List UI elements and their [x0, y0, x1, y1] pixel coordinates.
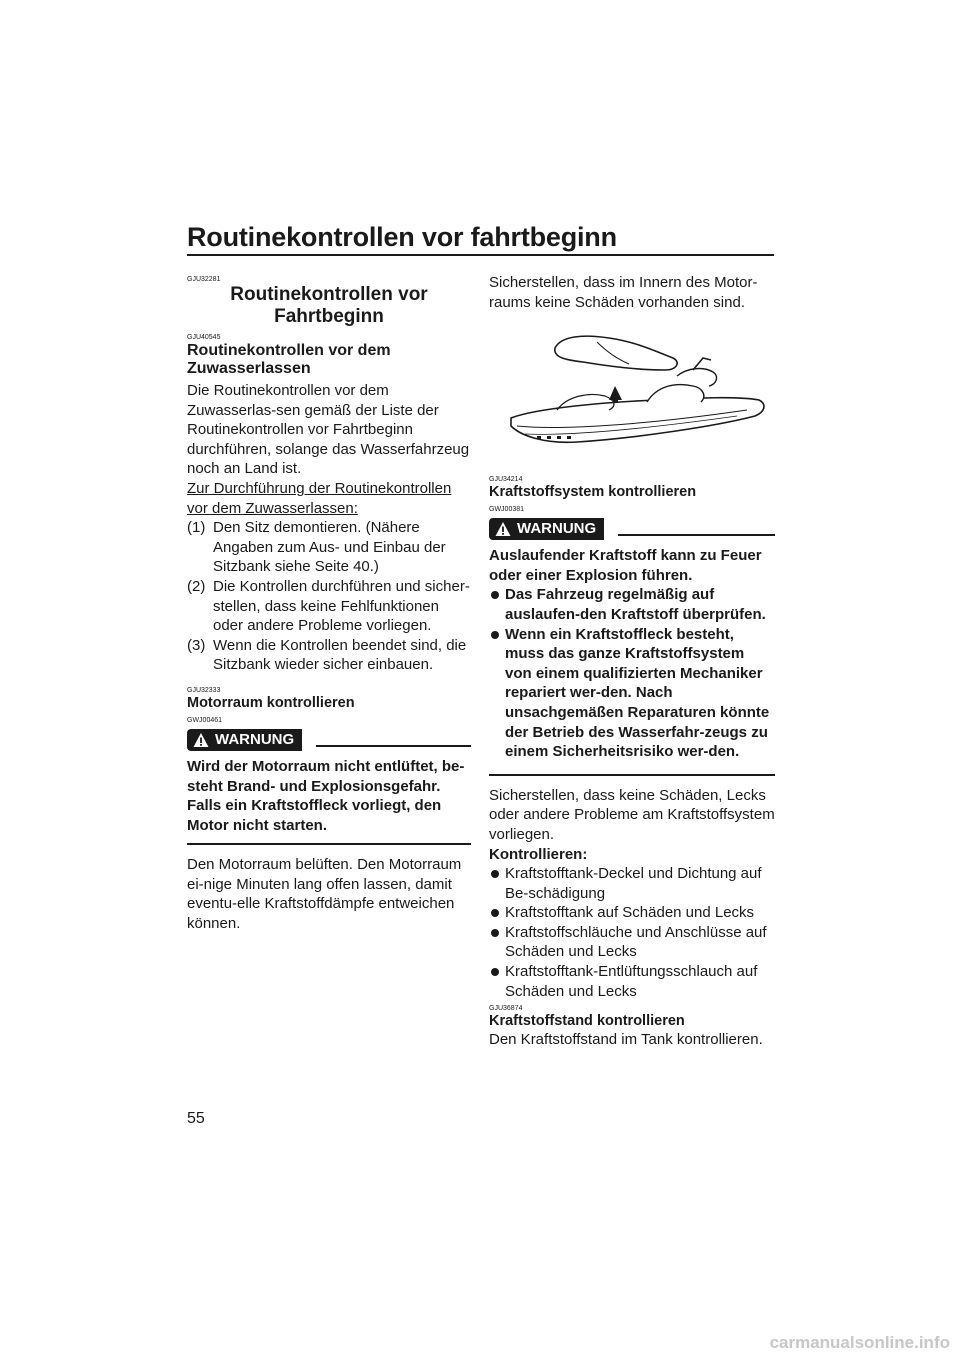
- step-text: Den Sitz demontieren. (Nähere Angaben zum Aus- und Einbau der Sitzbank siehe Seite 40.): [213, 519, 446, 576]
- watermark-link[interactable]: carmanualsonline.info: [769, 1333, 950, 1352]
- section-code: GJU40545: [187, 334, 221, 341]
- section-intro-text: Die Routinekontrollen vor dem Zuwasserlas-sen gemäß der Liste der Routinekontrollen vor Fahrtbeginn durchführen, solange das Wasserfahrzeug noch an Land ist.: [187, 382, 470, 478]
- procedure-step: [187, 577, 471, 636]
- step-text: Wenn die Kontrollen beendet sind, die Sitzbank wieder sicher einbauen.: [213, 636, 467, 674]
- warning-triangle-icon: [193, 732, 209, 748]
- warning-code: GWJ00461: [187, 716, 223, 724]
- warning-header: [489, 518, 775, 540]
- check-item: [489, 864, 775, 903]
- step-text: Die Kontrollen durchführen und sicher-stellen, dass keine Fehlfunktionen oder andere Probleme vorliegen.: [213, 577, 470, 635]
- chapter-title: [187, 284, 471, 328]
- page-number: 55: [187, 1110, 205, 1127]
- check-label: Kontrollieren:: [489, 845, 588, 863]
- section-code: GJU36874: [489, 1005, 523, 1013]
- bullet-icon: [491, 631, 499, 639]
- bullet-icon: [491, 909, 499, 917]
- check-item-text: Kraftstofftank-Entlüftungsschlauch auf Schäden und Lecks: [505, 963, 758, 1000]
- procedure-heading: Zur Durchführung der Routinekontrollen vor dem Zuwasserlassen:: [187, 479, 452, 517]
- watercraft-seat-removal-illustration: [497, 330, 769, 460]
- chapter-title-line1: Routinekontrollen vor: [230, 284, 428, 305]
- check-item-text: Kraftstofftank-Deckel und Dichtung auf Be-schädigung: [505, 865, 762, 902]
- warning-code: GWJ00381: [489, 506, 525, 514]
- check-item-text: Kraftstoffschläuche und Anschlüsse auf Schäden und Lecks: [505, 923, 767, 961]
- warning-label: WARNUNG: [517, 520, 597, 538]
- bullet-icon: [491, 870, 499, 878]
- check-item: [489, 923, 775, 962]
- warning-text: Wird der Motorraum nicht entlüftet, be-steht Brand- und Explosionsgefahr. Falls ein Kraftstoffleck vorliegt, den Motor nicht starten.: [187, 757, 465, 834]
- warning-bullet-list: [489, 585, 775, 761]
- check-list: [489, 864, 775, 1001]
- warning-badge: [489, 518, 604, 540]
- warning-rule: [618, 534, 775, 536]
- chapter-code: GJU32281: [187, 276, 221, 283]
- header-rule: [187, 254, 774, 256]
- section-code: GJU32333: [187, 686, 221, 694]
- procedure-step: [187, 636, 471, 675]
- engine-compartment-text: Sicherstellen, dass im Innern des Motor-raums keine Schäden vorhanden sind.: [489, 274, 758, 311]
- bullet-icon: [491, 968, 499, 976]
- warning-header: [187, 729, 471, 751]
- fuel-level-text: Den Kraftstoffstand im Tank kontrollieren.: [489, 1031, 763, 1049]
- warning-rule: [316, 745, 471, 747]
- section-title-kraftstoffsystem: Kraftstoffsystem kontrollieren: [489, 484, 697, 501]
- section-title-line2: Zuwasserlassen: [187, 360, 311, 377]
- section-title-kraftstoffstand: Kraftstoffstand kontrollieren: [489, 1013, 685, 1030]
- bullet-text: Wenn ein Kraftstoffleck besteht, muss das ganze Kraftstoffsystem von einem qualifizierten Mechaniker repariert wer-den. Nach unsachgemäßen Reparaturen könnte der Betrieb des Wasserfahr-zeugs zu einem Sicherheitsrisiko wer-den.: [505, 625, 770, 761]
- chapter-title-line2: Fahrtbeginn: [274, 306, 384, 327]
- left-column: [187, 276, 471, 934]
- right-column: [489, 273, 775, 1050]
- page-header-title: Routinekontrollen vor fahrtbeginn: [187, 222, 617, 252]
- warning-triangle-icon: [495, 521, 511, 537]
- section-title-motorraum: Motorraum kontrollieren: [187, 694, 355, 711]
- section-code: GJU34214: [489, 476, 523, 484]
- step-number: (3): [187, 636, 206, 654]
- step-number: (1): [187, 519, 206, 537]
- check-item: [489, 962, 775, 1001]
- check-item: [489, 903, 775, 923]
- warning-intro-text: Auslaufender Kraftstoff kann zu Feuer oder einer Explosion führen.: [489, 547, 762, 584]
- warning-end-rule: [187, 843, 471, 845]
- bullet-icon: [491, 591, 499, 599]
- warning-bullet: [489, 585, 775, 624]
- fuel-system-text: Sicherstellen, dass keine Schäden, Lecks oder andere Probleme am Kraftstoffsystem vorliegen.: [489, 786, 775, 843]
- procedure-step: [187, 518, 471, 577]
- section-title-zuwasserlassen: [187, 342, 471, 378]
- bullet-text: Das Fahrzeug regelmäßig auf auslaufen-den Kraftstoff überprüfen.: [505, 586, 766, 623]
- warning-end-rule: [489, 774, 775, 776]
- bullet-icon: [491, 929, 499, 937]
- section-title-line1: Routinekontrollen vor dem: [187, 342, 391, 359]
- warning-label: WARNUNG: [215, 731, 295, 749]
- warning-bullet: [489, 625, 775, 762]
- procedure-steps: [187, 518, 471, 675]
- warning-badge: [187, 729, 302, 751]
- section-body-text: Den Motorraum belüften. Den Motorraum ei-nige Minuten lang offen lassen, damit eventu-elle Kraftstoffdämpfe entweichen können.: [187, 856, 462, 933]
- check-item-text: Kraftstofftank auf Schäden und Lecks: [505, 904, 755, 922]
- step-number: (2): [187, 577, 206, 595]
